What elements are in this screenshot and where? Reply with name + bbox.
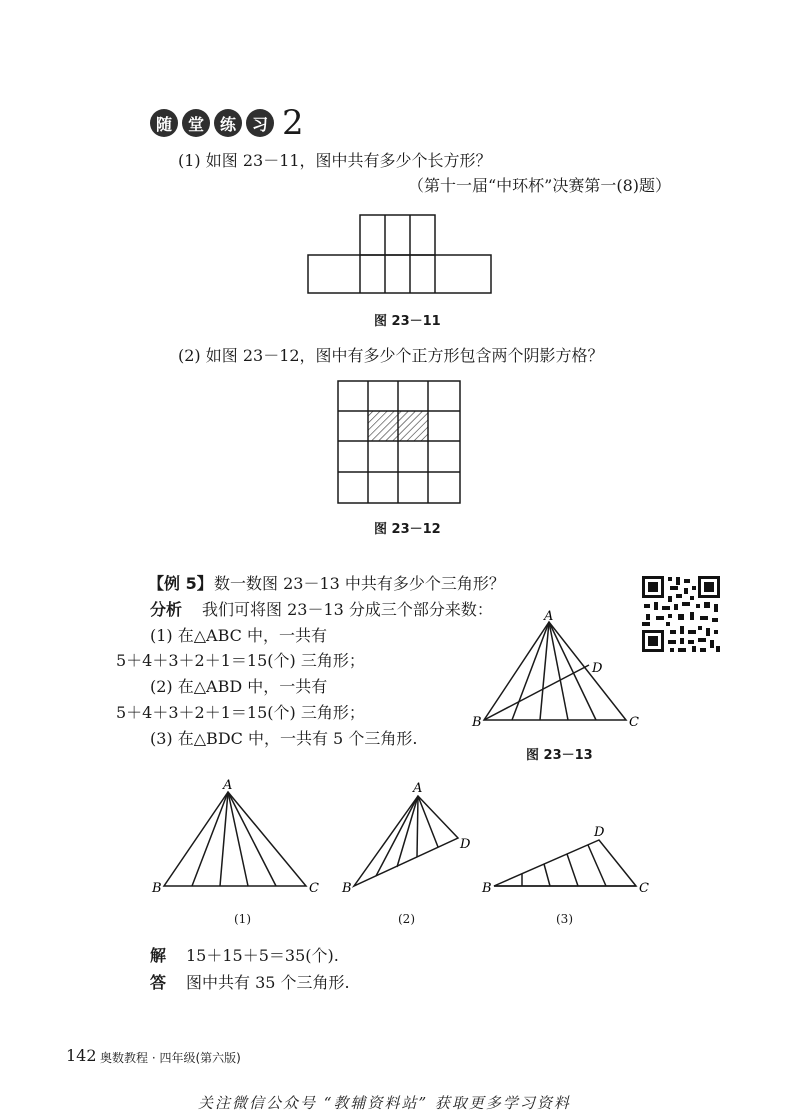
subfigure-caption: (1)	[234, 912, 251, 926]
analysis-line: (2) 在△ABD 中，一共有	[150, 677, 328, 696]
solution-label: 解	[150, 946, 167, 965]
section-char: 随	[150, 109, 178, 137]
watermark-text: 关注微信公众号 “教辅资料站” 获取更多学习资料	[198, 1094, 571, 1112]
analysis-line: 5＋4＋3＋2＋1＝15(个) 三角形；	[116, 703, 365, 722]
figure-23-12-caption: 图 23－12	[374, 522, 441, 537]
section-heading	[150, 103, 304, 143]
analysis-line: (1) 在△ABC 中，一共有	[150, 626, 327, 645]
vertex-label: C	[629, 715, 639, 730]
figure-23-11-caption: 图 23－11	[374, 314, 441, 329]
analysis-text: 我们可将图 23－13 分成三个部分来数：	[202, 600, 493, 619]
example-question: 数一数图 23－13 中共有多少个三角形？	[214, 574, 505, 593]
vertex-label: B	[472, 715, 482, 730]
vertex-label: B	[482, 881, 492, 896]
section-number: 2	[282, 103, 304, 143]
figure-bottom-row	[308, 255, 491, 293]
subfigure-caption: (3)	[556, 912, 573, 926]
figure-23-11	[300, 210, 500, 300]
figure-23-13-caption: 图 23－13	[526, 748, 593, 763]
subfigure-1	[148, 776, 328, 896]
solution-text: 15＋15＋5＝35(个).	[186, 946, 339, 965]
vertex-label: A	[544, 610, 554, 624]
vertex-label: D	[460, 837, 471, 852]
analysis-label: 分析	[150, 600, 183, 619]
analysis-line: 5＋4＋3＋2＋1＝15(个) 三角形；	[116, 651, 365, 670]
question-1-source: （第十一届“中环杯”决赛第一(8)题）	[408, 176, 672, 195]
vertex-label: C	[309, 881, 319, 896]
section-char: 练	[214, 109, 242, 137]
vertex-label: A	[223, 778, 233, 793]
section-char: 习	[246, 109, 274, 137]
vertex-label: B	[342, 881, 352, 896]
figure-23-12	[335, 378, 465, 506]
example-label: 【例 5】	[148, 574, 213, 593]
page-number: 142	[66, 1046, 97, 1065]
subfigure-3	[478, 820, 658, 896]
shaded-cell	[368, 411, 398, 441]
qr-code	[640, 574, 722, 654]
vertex-label: D	[592, 661, 603, 676]
vertex-label: A	[413, 781, 423, 796]
shaded-cell	[398, 411, 428, 441]
line-bd	[484, 665, 589, 720]
subfigure-caption: (2)	[398, 912, 415, 926]
section-char: 堂	[182, 109, 210, 137]
answer-label: 答	[150, 973, 167, 992]
figure-top-row	[360, 215, 435, 255]
question-2-text: (2) 如图 23－12，图中有多少个正方形包含两个阴影方格？	[178, 346, 604, 365]
vertex-label: B	[152, 881, 162, 896]
book-title: 奥数教程 · 四年级(第六版)	[100, 1051, 241, 1065]
analysis-line: (3) 在△BDC 中，一共有 5 个三角形.	[150, 729, 418, 748]
vertex-label: D	[594, 825, 605, 840]
subfigure-2	[338, 776, 478, 896]
question-1-text: (1) 如图 23－11，图中共有多少个长方形？	[178, 151, 492, 170]
answer-text: 图中共有 35 个三角形.	[186, 973, 350, 992]
vertex-label: C	[639, 881, 649, 896]
figure-23-13	[468, 610, 648, 736]
